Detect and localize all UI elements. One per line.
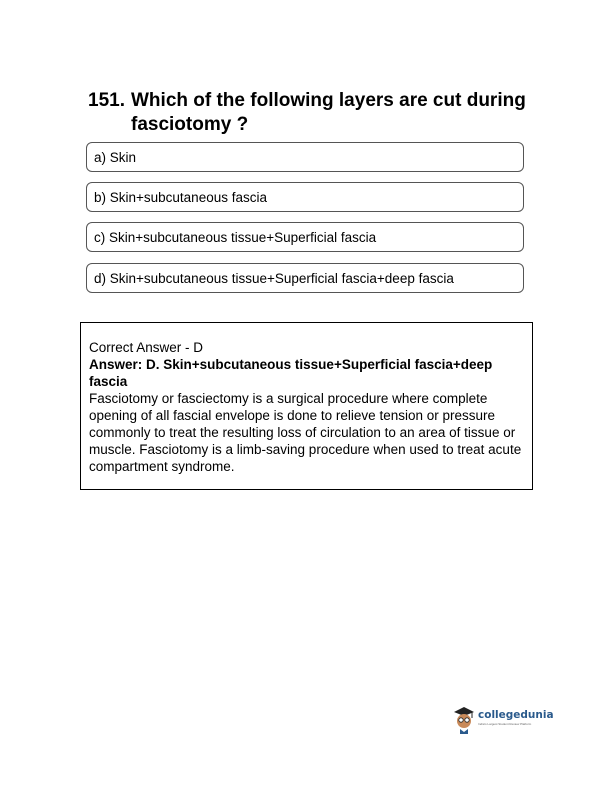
collegedunia-logo [452,702,558,736]
answer-explanation: Fasciotomy or fasciectomy is a surgical procedure where complete opening of all fascial envelope is done to relieve tension or pressure commonly to treat the resulting loss of circulation to an area of tissue or muscle. Fasciotomy is a limb-saving procedure when used to treat acute compartment syndrome. [89,391,522,474]
graduate-mascot-icon [452,704,476,734]
option-c[interactable]: c) Skin+subcutaneous tissue+Superficial fascia [86,222,524,252]
correct-answer: Correct Answer - D [89,340,204,355]
answer-box [80,322,533,490]
question-text: Which of the following layers are cut during fasciotomy ? [131,90,526,135]
logo-brand-text: collegedunia [478,709,554,721]
question-number: 151. [88,90,125,111]
logo-tagline: India's Largest Student Review Platform [478,722,532,726]
option-a[interactable]: a) Skin [86,142,524,172]
option-d[interactable]: d) Skin+subcutaneous tissue+Superficial fascia+deep fascia [86,263,524,293]
answer-heading: Answer: D. Skin+subcutaneous tissue+Superficial fascia+deep fascia [89,357,493,389]
option-b[interactable]: b) Skin+subcutaneous fascia [86,182,524,212]
